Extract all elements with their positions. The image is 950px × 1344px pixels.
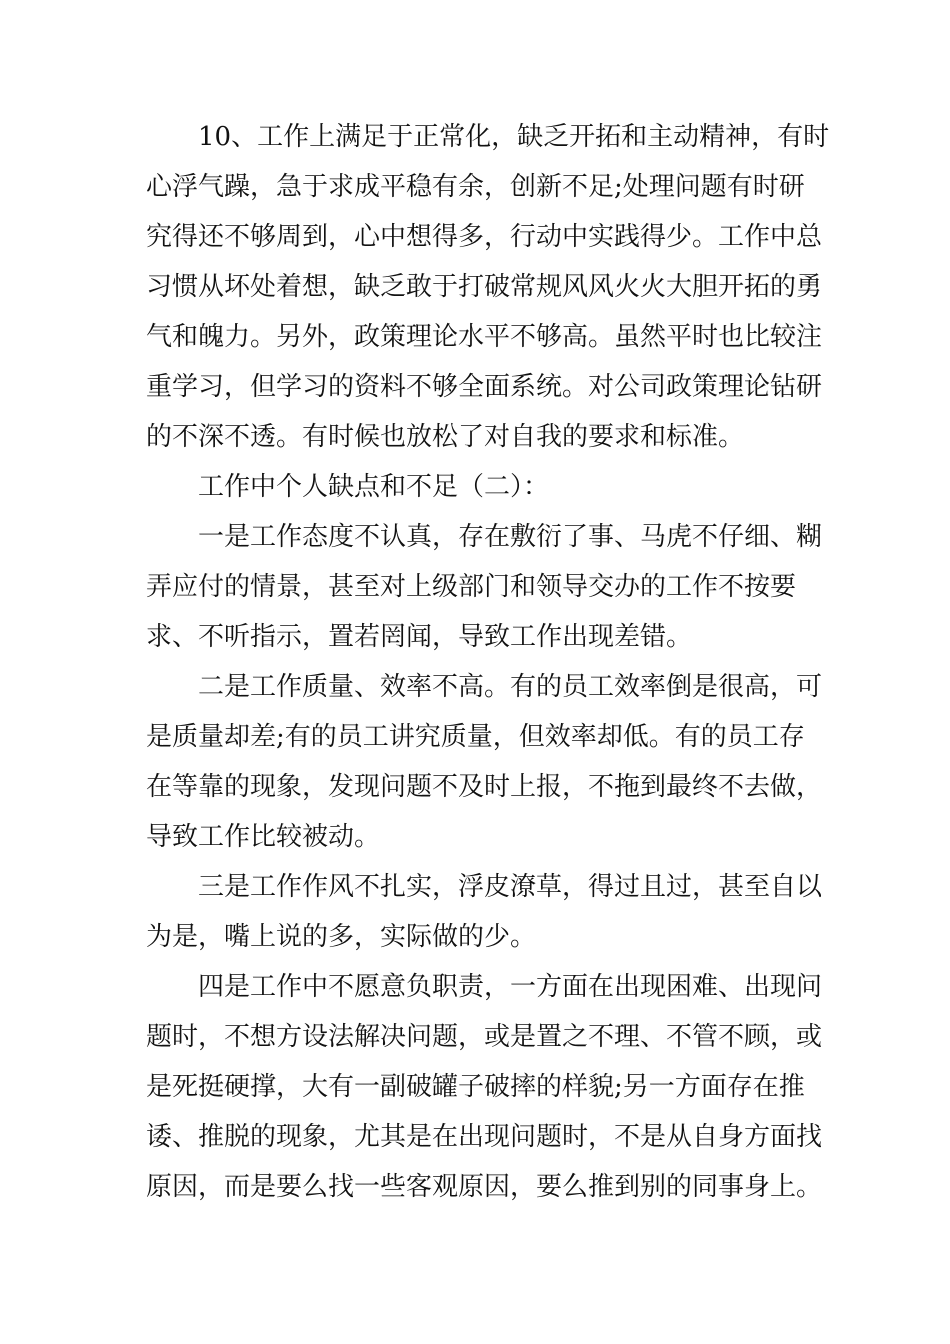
text-line: 诿、推脱的现象，尤其是在出现问题时，不是从自身方面找 [146,1122,823,1152]
text-line: 在等靠的现象，发现问题不及时上报，不拖到最终不去做， [146,772,823,802]
text-line: 为是，嘴上说的多，实际做的少。 [146,922,537,952]
text-line: 三是工作作风不扎实，浮皮潦草，得过且过，甚至自以 [198,872,823,902]
text-line: 是质量却差;有的员工讲究质量，但效率却低。有的员工存 [146,722,805,752]
paragraph-point-one [146,512,826,662]
section-heading [146,462,826,512]
text-line: 导致工作比较被动。 [146,822,381,852]
section-heading-text: 工作中个人缺点和不足（二）： [198,472,550,502]
text-line: 重学习，但学习的资料不够全面系统。对公司政策理论钻研 [146,372,823,402]
text-line: 究得还不够周到，心中想得多，行动中实践得少。工作中总 [146,222,823,252]
text-line: 二是工作质量、效率不高。有的员工效率倒是很高，可 [198,672,823,702]
text-line: 一是工作态度不认真，存在敷衍了事、马虎不仔细、糊 [198,522,823,552]
text-line: 求、不听指示，置若罔闻，导致工作出现差错。 [146,622,693,652]
text-line: 弄应付的情景，甚至对上级部门和领导交办的工作不按要 [146,572,797,602]
text-line: 题时，不想方设法解决问题，或是置之不理、不管不顾，或 [146,1022,823,1052]
paragraph-point-three [146,862,826,962]
text-line: 10、工作上满足于正常化，缺乏开拓和主动精神，有时 [198,122,830,152]
text-line: 是死挺硬撑，大有一副破罐子破摔的样貌;另一方面存在推 [146,1072,805,1102]
paragraph-point-two [146,662,826,862]
paragraph-item-10 [146,112,830,462]
text-line: 四是工作中不愿意负职责，一方面在出现困难、出现问 [198,972,823,1002]
text-line: 心浮气躁，急于求成平稳有余，创新不足;处理问题有时研 [146,172,805,202]
text-line: 气和魄力。另外，政策理论水平不够高。虽然平时也比较注 [146,322,823,352]
document-body [146,112,830,1212]
text-line: 原因，而是要么找一些客观原因，要么推到别的同事身上。 [146,1172,823,1202]
text-line: 习惯从坏处着想，缺乏敢于打破常规风风火火大胆开拓的勇 [146,272,823,302]
paragraph-point-four [146,962,826,1212]
text-line: 的不深不透。有时候也放松了对自我的要求和标准。 [146,422,745,452]
